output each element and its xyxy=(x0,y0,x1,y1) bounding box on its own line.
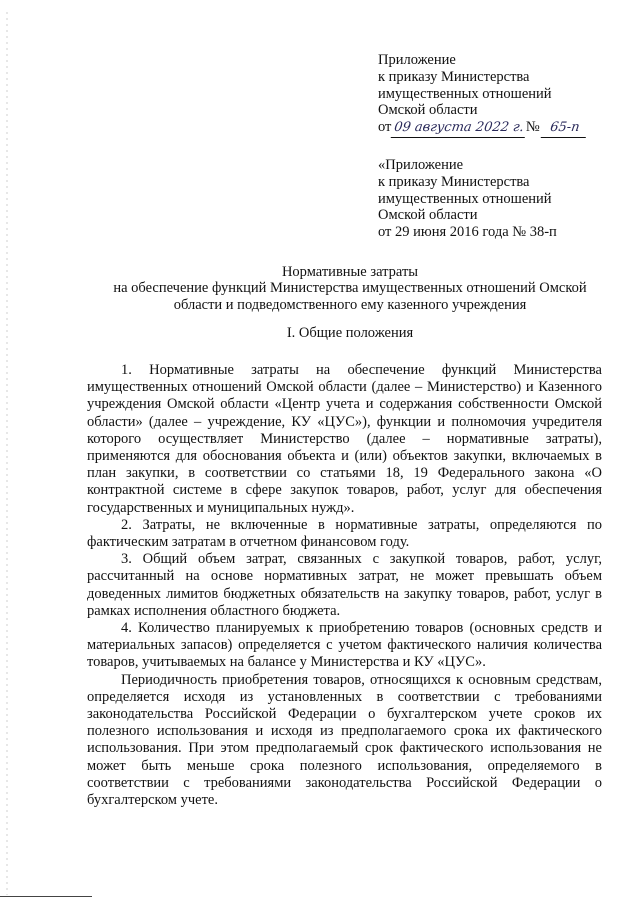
bottom-rule xyxy=(0,896,92,897)
ref-from-label: от xyxy=(378,119,392,136)
appendix-line: имущественных отношений xyxy=(378,85,552,102)
paragraph: 4. Количество планируемых к приобретению товаров (основных средств и материальных запасов) определяется с учетом фактического наличия количества товаров, учитываемых на балансе у Министерства и КУ «ЦУС». xyxy=(87,620,602,671)
appendix-reference xyxy=(378,119,628,136)
handwritten-date: 09 августа 2022 г. xyxy=(391,120,527,138)
appendix-line: к приказу Министерства xyxy=(378,173,530,190)
appendix-line: от 29 июня 2016 года № 38-п xyxy=(378,224,557,241)
document-title-line: на обеспечение функций Министерства имущественных отношений Омской xyxy=(113,280,587,296)
ref-number-label: № xyxy=(525,119,540,136)
handwritten-number: 65-п xyxy=(541,120,589,138)
appendix-line: Омской области xyxy=(378,102,478,119)
appendix-line: к приказу Министерства xyxy=(378,68,530,85)
paragraph: 2. Затраты, не включенные в нормативные затраты, определяются по фактическим затратам в отчетном финансовом году. xyxy=(87,516,602,551)
appendix-line: «Приложение xyxy=(378,157,464,173)
appendix-current xyxy=(378,52,628,136)
section-heading: I. Общие положения xyxy=(286,325,414,341)
appendix-line: Омской области xyxy=(378,207,478,224)
appendix-original xyxy=(378,157,628,241)
paragraph: 3. Общий объем затрат, связанных с закупкой товаров, работ, услуг, рассчитанный на основе нормативных затрат, не может превышать объем доведенных лимитов бюджетных обязательств на закупку товаров, работ, услуг в рамках исполнения областного бюджета. xyxy=(87,551,602,619)
document-body xyxy=(87,362,602,809)
document-title-line: области и подведомственного ему казенного учреждения xyxy=(173,297,527,313)
appendix-line: имущественных отношений xyxy=(378,190,552,207)
scan-edge-dots xyxy=(6,10,8,895)
paragraph: 1. Нормативные затраты на обеспечение функций Министерства имущественных отношений Омской области (далее – Министерство) и Казенного учреждения Омской области «Центр учета и содержания собственности Омской области» (далее – учреждение, КУ «ЦУС»), функции и полномочия учредителя которого осуществляет Министерство (далее – нормативные затраты), применяются для обоснования объекта и (или) объектов закупки, включаемых в план закупки, в соответствии со статьями 18, 19 Федерального закона «О контрактной системе в сфере закупок товаров, работ, услуг для обеспечения государственных и муниципальных нужд». xyxy=(87,362,602,516)
paragraph: Периодичность приобретения товаров, относящихся к основным средствам, определяется исходя из установленных в соответствии с требованиями законодательства Российской Федерации о бухгалтерском учете сроков их полезного использования и исходя из предполагаемого срока их фактического использования. При этом предполагаемый срок фактического использования не может быть меньше срока полезного использования, определяемого в соответствии с требованиями законодательства Российской Федерации о бухгалтерском учете. xyxy=(87,671,602,809)
appendix-line: Приложение xyxy=(378,52,456,68)
document-title: Нормативные затраты xyxy=(281,264,419,280)
